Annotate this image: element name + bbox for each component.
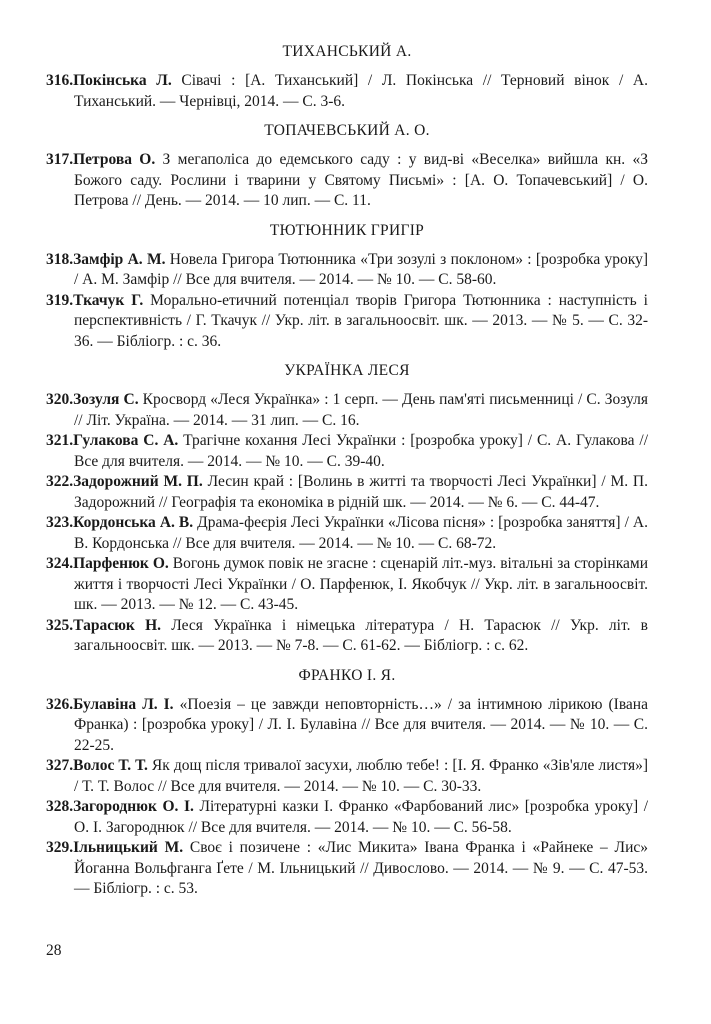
entry-text: Як дощ після тривалої засухи, люблю тебе! : [І. Я. Франко «Зів'яле листя»] / Т. Т. Волос // Все для вчителя. — 2014. — № 10. — С. 30-33. <box>74 757 648 795</box>
entry-number: 318. <box>46 250 74 268</box>
entry-text: Новела Григора Тютюнника «Три зозулі з поклоном» : [розробка уроку] / А. М. Замфір // Все для вчителя. — 2014. — № 10. — С. 58-60. <box>74 250 648 288</box>
bibliography-entry <box>46 756 648 797</box>
entry-number: 329. <box>46 839 74 856</box>
entry-number: 324. <box>46 555 74 572</box>
entry-text: Сівачі : [А. Тиханський] / Л. Покінська // Терновий вінок / А. Тиханський. — Чернівці, 2014. — С. 3-6. <box>74 72 649 110</box>
entry-number: 325. <box>46 616 74 634</box>
entry-author: Булавіна Л. І. <box>73 695 174 713</box>
entry-number: 321. <box>46 432 74 449</box>
bibliography-entry <box>46 472 648 513</box>
entry-author: Покінська Л. <box>73 72 172 89</box>
entry-author: Ільницький М. <box>73 839 184 856</box>
entry-text: Трагічне кохання Лесі Українки : [розробка уроку] / С. А. Гулакова // Все для вчителя. — 2014. — № 10. — С. 39-40. <box>74 432 648 470</box>
entry-number: 322. <box>46 473 74 490</box>
entry-author: Кордонська А. В. <box>73 514 194 531</box>
entry-number: 316. <box>46 72 74 89</box>
bibliography-entry <box>46 291 648 353</box>
section-heading: ТЮТЮННИК ГРИГІР <box>269 221 425 239</box>
entry-author: Петрова О. <box>73 151 156 168</box>
bibliography-entry <box>46 695 648 757</box>
entry-number: 320. <box>46 391 74 408</box>
entry-text: Своє і позичене : «Лис Микита» Івана Франка і «Райнеке – Лис» Йоганна Вольфганга Ґете / М. Ільницький // Дивослово. — 2014. — № 9. — С. 47-53. — Бібліогр. : с. 53. <box>74 839 648 897</box>
entry-author: Волос Т. Т. <box>73 757 148 774</box>
entry-author: Гулакова С. А. <box>73 432 179 449</box>
section-heading: ФРАНКО І. Я. <box>298 666 396 684</box>
bibliography-entry <box>46 431 648 472</box>
entry-text: Кросворд «Леся Українка» : 1 серп. — День пам'яті письменниці / С. Зозуля // Літ. Україна. — 2014. — 31 лип. — С. 16. <box>74 391 648 429</box>
entry-number: 328. <box>46 798 74 815</box>
bibliography-entry <box>46 150 648 212</box>
bibliography-entry <box>46 513 648 554</box>
section-heading: УКРАЇНКА ЛЕСЯ <box>284 362 410 379</box>
entry-author: Загороднюк О. І. <box>73 798 194 815</box>
bibliography-entry <box>46 797 648 838</box>
bibliography-entry <box>46 71 648 112</box>
entry-number: 319. <box>46 291 74 309</box>
bibliography-entry <box>46 616 648 657</box>
bibliography-entry <box>46 838 648 900</box>
entry-number: 317. <box>46 151 74 168</box>
document-page <box>46 36 648 900</box>
entry-text: Морально-етичний потенціал творів Григора Тютюнника : наступність і перспективність / Г. Ткачук // Укр. літ. в загальноосвіт. шк. — 2013. — № 5. — С. 32-36. — Бібліогр. : с. 36. <box>74 291 648 350</box>
bibliography-entry <box>46 390 648 431</box>
page-number: 28 <box>46 942 62 959</box>
entry-author: Ткачук Г. <box>73 291 144 309</box>
entry-text: Літературні казки І. Франко «Фарбований лис» [розробка уроку] / О. І. Загороднюк // Все для вчителя. — 2014. — № 10. — С. 56-58. <box>74 798 648 836</box>
entry-author: Замфір А. М. <box>73 250 166 268</box>
bibliography-entry <box>46 554 648 616</box>
entry-text: Вогонь думок повік не згасне : сценарій літ.-муз. вітальні за сторінками життя і творчості Лесі Українки / О. Парфенюк, І. Якобчук // Укр. літ. в загальноосвіт. шк. — 2013. — № 12. — С. 43-45. <box>74 555 649 613</box>
entry-text: «Поезія – це завжди неповторність…» / за інтимною лірикою (Івана Франка) : [розробка уроку] / Л. І. Булавіна // Все для вчителя. — 2014. — № 10. — С. 22-25. <box>74 695 648 754</box>
entry-number: 326. <box>46 695 74 713</box>
entry-author: Тарасюк Н. <box>73 616 161 634</box>
entry-text: Леся Українка і німецька література / Н. Тарасюк // Укр. літ. в загальноосвіт. шк. — 2013. — № 7-8. — С. 61-62. — Бібліогр. : с. 62. <box>74 616 648 654</box>
entry-author: Задорожний М. П. <box>73 473 203 490</box>
bibliography-entry <box>46 250 648 291</box>
entry-text: Драма-феєрія Лесі Українки «Лісова пісня» : [розробка заняття] / А. В. Кордонська // Все для вчителя. — 2014. — № 10. — С. 68-72. <box>74 514 648 552</box>
section-heading: ТИХАНСЬКИЙ А. <box>282 43 412 60</box>
entry-number: 327. <box>46 757 74 774</box>
entry-text: Лесин край : [Волинь в житті та творчості Лесі Українки] / М. П. Задорожний // Географія та економіка в рідній шк. — 2014. — № 6. — С. 44-47. <box>74 473 648 511</box>
entry-author: Парфенюк О. <box>73 555 169 572</box>
entry-author: Зозуля С. <box>73 391 139 408</box>
entry-number: 323. <box>46 514 74 531</box>
section-heading: ТОПАЧЕВСЬКИЙ А. О. <box>264 122 430 139</box>
entry-text: З мегаполіса до едемського саду : у вид-ві «Веселка» вийшла кн. «З Божого саду. Рослини і тварини у Святому Письмі» : [А. О. Топачевський] / О. Петрова // День. — 2014. — 10 лип. — С. 11. <box>74 151 649 209</box>
